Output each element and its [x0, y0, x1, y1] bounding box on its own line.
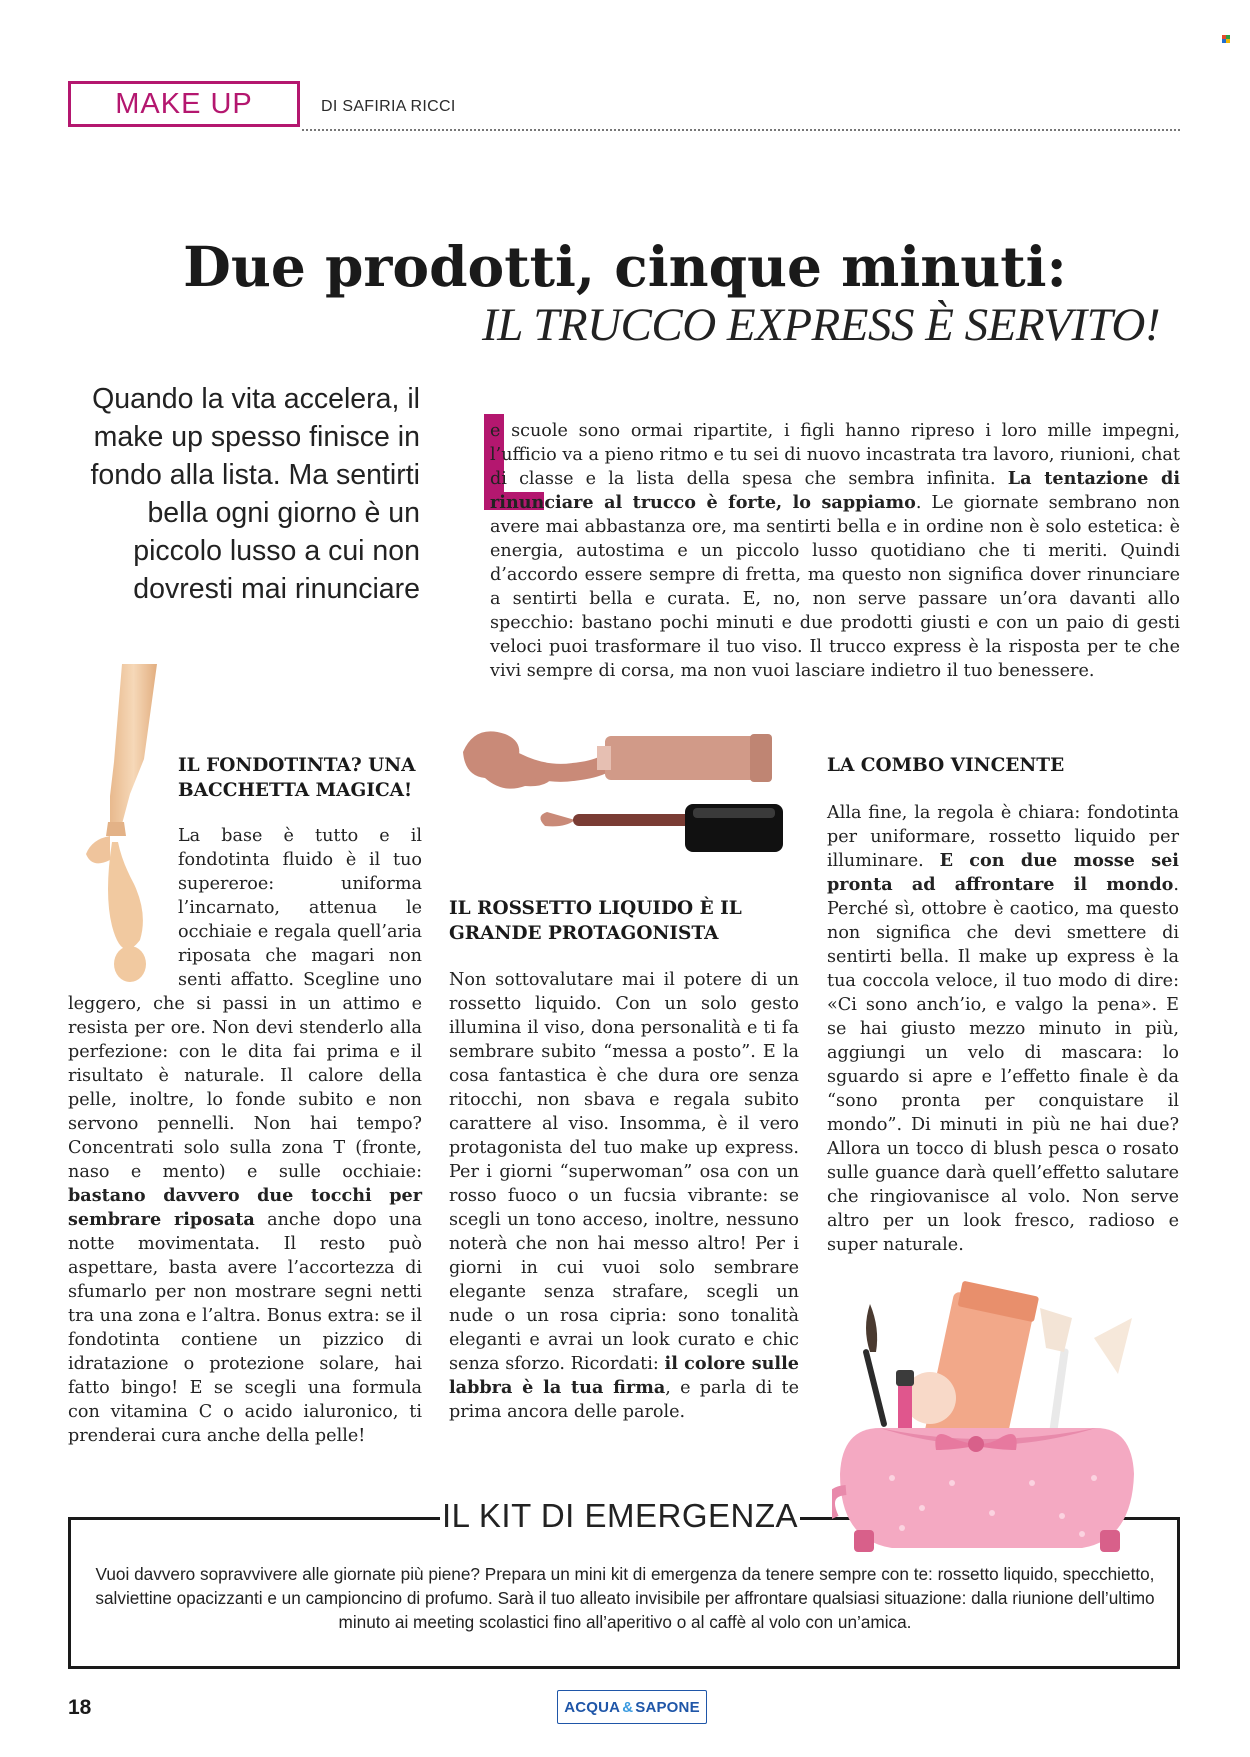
combo-text-start: Alla fine, la regola è chiara: fondotinta per uniformare, rossetto liquido per illuminare.	[827, 803, 1179, 871]
section-label: MAKE UP	[68, 81, 300, 127]
dotted-divider	[302, 129, 1180, 131]
foundation-bold: bastano davvero due tocchi per sembrare riposata	[68, 1185, 422, 1230]
lipstick-heading: IL ROSSETTO LIQUIDO È IL GRANDE PROTAGONISTA	[449, 898, 742, 944]
byline: DI SAFIRIA RICCI	[321, 98, 456, 115]
kit-title: IL KIT DI EMERGENZA	[441, 1497, 799, 1534]
brand-logo	[557, 1690, 707, 1724]
brand-logo-part2: SAPONE	[635, 1698, 700, 1716]
kit-text: Vuoi davvero sopravvivere alle giornate più piene? Prepara un mini kit di emergenza da tenere sempre con te: rossetto liquido, specchietto, salviettine opacizzanti e un campioncino di profumo. Sarà il tuo alleato invisibile per affrontare qualsiasi situazione: dalla riunione dell’ultimo minuto ai meeting scolastici fino all’aperitivo o al caffè al volo con un’amica.	[95, 1564, 1155, 1632]
foundation-heading: IL FONDOTINTA? UNA BACCHETTA MAGICA!	[178, 755, 416, 801]
page-number: 18	[68, 1696, 92, 1719]
article-title-text: Due prodotti, cinque minuti:	[183, 234, 1067, 299]
intro-text-start: e scuole sono ormai ripartite, i figli hanno ripreso i loro mille impegni, l’ufficio va a pieno ritmo e tu sei di nuovo incastrata tra lavoro, riunioni, chat di classe e la lista della spesa che sembra infinita.	[490, 421, 1180, 489]
intro-bold: La tentazione di rinunciare al trucco è forte, lo sappiamo	[490, 468, 1181, 513]
liquid-lipstick-image	[455, 716, 805, 891]
foundation-text-start: La base è tutto e il fondotinta fluido è il tuo supereroe: uniforma l’incarnato, attenua le occhiaie e regala quell’aria riposata che magari non senti affatto. Scegline uno leggero, che si passi in un attimo e resista per ore. Non devi stenderlo alla perfezione: con le dita fai prima e il risultato è naturale. Il calore della pelle, inoltre, lo fonde subito e non servono pennelli. Non hai tempo? Concentrati solo sulla zona T (fronte, naso e mento) e sulle occhiaie:	[68, 826, 422, 1182]
combo-heading: LA COMBO VINCENTE	[827, 755, 1065, 776]
pull-quote: Quando la vita accelera, il make up spesso finisce in fondo alla lista. Ma sentirti bella ogni giorno è un piccolo lusso a cui non dovresti mai rinunciare	[90, 383, 420, 605]
intro-text-end: . Le giornate sembrano non avere mai abbastanza ore, ma sentirti bella e in ordine non è solo estetica: è energia, autostima e un piccolo lusso quotidiano che ti meriti. Quindi d’accordo essere sempre di fretta, ma questo non significa dover rinunciare a sentirti bella e curata. E, no, non serve passare un’ora davanti allo specchio: bastano pochi minuti e due prodotti giusti e con un paio di gesti veloci puoi trasformare il tuo viso. Il trucco express è la risposta per te che vivi sempre di corsa, ma non vuoi lasciare indietro il tuo benessere.	[490, 493, 1181, 681]
brand-logo-part1: ACQUA	[564, 1698, 621, 1716]
makeup-pouch-image	[832, 1278, 1150, 1560]
corner-color-mark	[1222, 35, 1230, 43]
lipstick-text-start: Non sottovalutare mai il potere di un rossetto liquido. Con un solo gesto illumina il viso, dona personalità e ti fa sembrare subito “messa a posto”. E la cosa fantastica è che dura ore senza ritocchi, non sbava e regala subito carattere al viso. Insomma, è il vero protagonista del tuo make up express. Per i giorni “superwoman” osa con un rosso fuoco o un fucsia vibrante: se scegli un tono acceso, inoltre, nessuno noterà che non hai messo altro! Per i giorni in cui vuoi solo sembrare elegante senza strafare, scegli un nude o un rosa cipria: sono tonalità eleganti e avrai un look curato e chic senza sforzo. Ricordati:	[449, 970, 799, 1374]
lipstick-body	[449, 968, 799, 1424]
combo-text-end: . Perché sì, ottobre è caotico, ma questo non significa che devi smettere di sentirti bella. Il make up express è la tua coccola veloce, il tuo modo di dire: «Ci sono anch’io, e valgo la pena». E se hai giusto mezzo minuto in più, aggiungi un velo di mascara: lo sguardo si apre e l’effetto finale è da “sono pronta per conquistare il mondo”. Di minuti in più ne hai due? Allora un tocco di blush pesca o rosato sulle guance darà quell’effetto salutare che ringiovanisce al volo. Non serve altro per un look fresco, radioso e super naturale.	[827, 875, 1179, 1255]
article-title	[0, 234, 1250, 299]
article-subtitle: IL TRUCCO EXPRESS È SERVITO!	[482, 299, 1160, 351]
combo-bold: E con due mosse sei pronta ad affrontare il mondo	[827, 850, 1179, 895]
intro-paragraph	[490, 419, 1180, 683]
lipstick-bold: il colore sulle labbra è la tua firma	[449, 1353, 799, 1398]
brand-logo-amp: &	[622, 1698, 634, 1716]
lipstick-text-end: , e parla di te prima ancora delle parole.	[449, 1378, 799, 1422]
foundation-text-end: anche dopo una notte movimentata. Il resto può aspettare, basta avere l’accortezza di sfumarlo per non mostrare segni netti tra una zona e l’altra. Bonus extra: se il fondotinta contiene un pizzico di idratazione o protezione solare, hai fatto bingo! E se scegli una formula con vitamina C o acido ialuronico, ti prenderai cura anche della pelle!	[68, 1210, 422, 1446]
foundation-body	[68, 824, 422, 1448]
combo-body	[827, 801, 1179, 1257]
text-wrap-spacer	[68, 824, 178, 974]
